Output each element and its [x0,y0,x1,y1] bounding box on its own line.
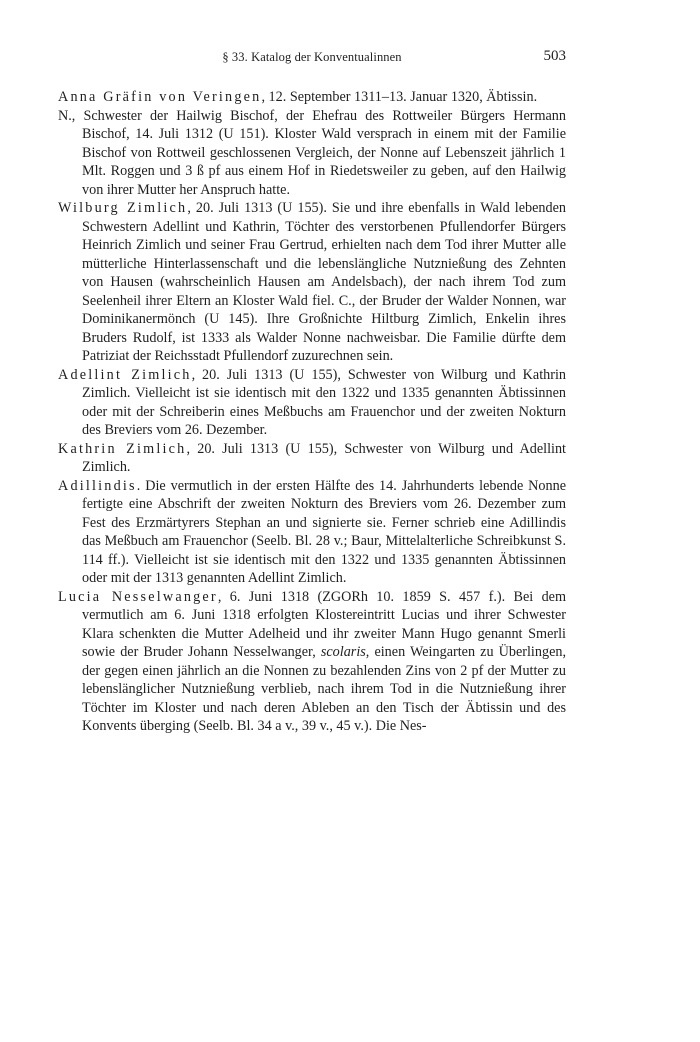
entry-italic-term: scolaris [320,644,366,660]
entry-name: Lucia Nesselwanger [58,588,218,605]
entry-name: Adellint Zimlich [58,366,192,383]
catalog-entry [58,477,566,588]
entry-name: Kathrin Zimlich [58,440,187,457]
entry-name: Wilburg Zimlich [58,200,188,216]
catalog-entry [58,88,566,107]
entry-text: , 12. September 1311–13. Januar 1320, Äbtissin. [261,89,538,105]
book-page [58,48,566,736]
entry-text: , 20. Juli 1313 (U 155), Schwester von Wilburg und Adellint Zimlich. [82,440,566,475]
page-number: 503 [543,48,566,64]
entry-name: Adillindis [58,477,137,494]
entry-text: N., Schwester der Hailwig Bischof, der Ehefrau des Rottweiler Bürgers Hermann Bischof, 14. Juli 1312 (U 151). Kloster Wald versprach in einem mit der Familie Bischof von Rottweil geschlossenen Vergleich, der Nonne auf Lebenszeit jährlich 1 Mlt. Roggen und 3 ß pf aus einem Hof in Riedetsweiler zu geben, auf den Hailwig von ihrer Mutter her Anspruch hatte. [58,107,566,198]
catalog-entry [58,107,566,200]
entry-text: , 6. Juni 1318 (ZGORh 10. 1859 S. 457 f.). Bei dem vermutlich am 6. Juni 1318 erfolgten Klostereintritt Lucias und ihrer Schwester Klara schenkten die Mutter Adelheid und ihr zweiter Mann Hugo genannt Smerli sowie der Bruder Johann Nesselwanger, [82,588,566,660]
entry-text-continued: , einen Weingarten zu Überlingen, der gegen einen jährlich an die Nonnen zu bezahlenden Zins von 2 pf der Mutter zu lebenslänglicher Nutznießung verblieb, nach ihrem Tod in die Nutznießung ihrer Töchter im Kloster und nach deren Ableben an den Tisch der Äbtissin und des Konvents überging (Seelb. Bl. 34 a v., 39 v., 45 v.). Die Nes- [82,644,567,734]
entry-text: . Die vermutlich in der ersten Hälfte des 14. Jahrhunderts lebende Nonne fertigte eine Abschrift der zweiten Nokturn des Breviers vom 26. Dezember zum Fest des Erzmärtyrers Stephan an und signierte sie. Ferner schrieb eine Adillindis das Meßbuch am Frauenchor (Seelb. Bl. 28 v.; Baur, Mittelalterliche Schreibkunst S. 114 ff.). Vielleicht ist sie identisch mit den 1322 und 1335 genannten Äbtissinnen oder mit der 1313 genannten Adellint Zimlich. [82,477,566,586]
entry-text: , 20. Juli 1313 (U 155). Sie und ihre ebenfalls in Wald lebenden Schwestern Adellint und Kathrin, Töchter des verstorbenen Pfullendorfer Bürgers Heinrich Zimlich und seiner Frau Gertrud, erhielten nach dem Tod ihrer Mutter alle mütterliche Hinterlassenschaft und die lebenslängliche Nutznießung des Zehnten von Hausen (wahrscheinlich Hausen am Andelsbach), der nach ihrem Tod zum Seelenheil ihrer Eltern an Kloster Wald fiel. C., der Bruder der Walder Nonnen, war Dominikanermönch (U 145). Ihre Großnichte Hiltburg Zimlich, Enkelin ihres Bruders Rudolf, ist 1333 als Walder Nonne nachweisbar. Die Familie dürfte dem Patriziat der Reichsstadt Pfullendorf zuzurechnen sein. [82,200,566,364]
catalog-entry [58,588,566,736]
section-title: § 33. Katalog der Konventualinnen [222,50,402,64]
catalog-entry [58,199,566,366]
running-head [58,48,566,70]
entry-name: Anna Gräfin von Veringen [58,89,262,105]
catalog-entry [58,440,566,477]
catalog-entry [58,366,566,440]
entry-text: , 20. Juli 1313 (U 155), Schwester von Wilburg und Kathrin Zimlich. Vielleicht ist sie identisch mit den 1322 und 1335 genannten Äbtissinnen oder mit der Schreiberin eines Meßbuchs am Frauenchor und der zweiten Nokturn des Breviers vom 26. Dezember. [82,366,566,438]
